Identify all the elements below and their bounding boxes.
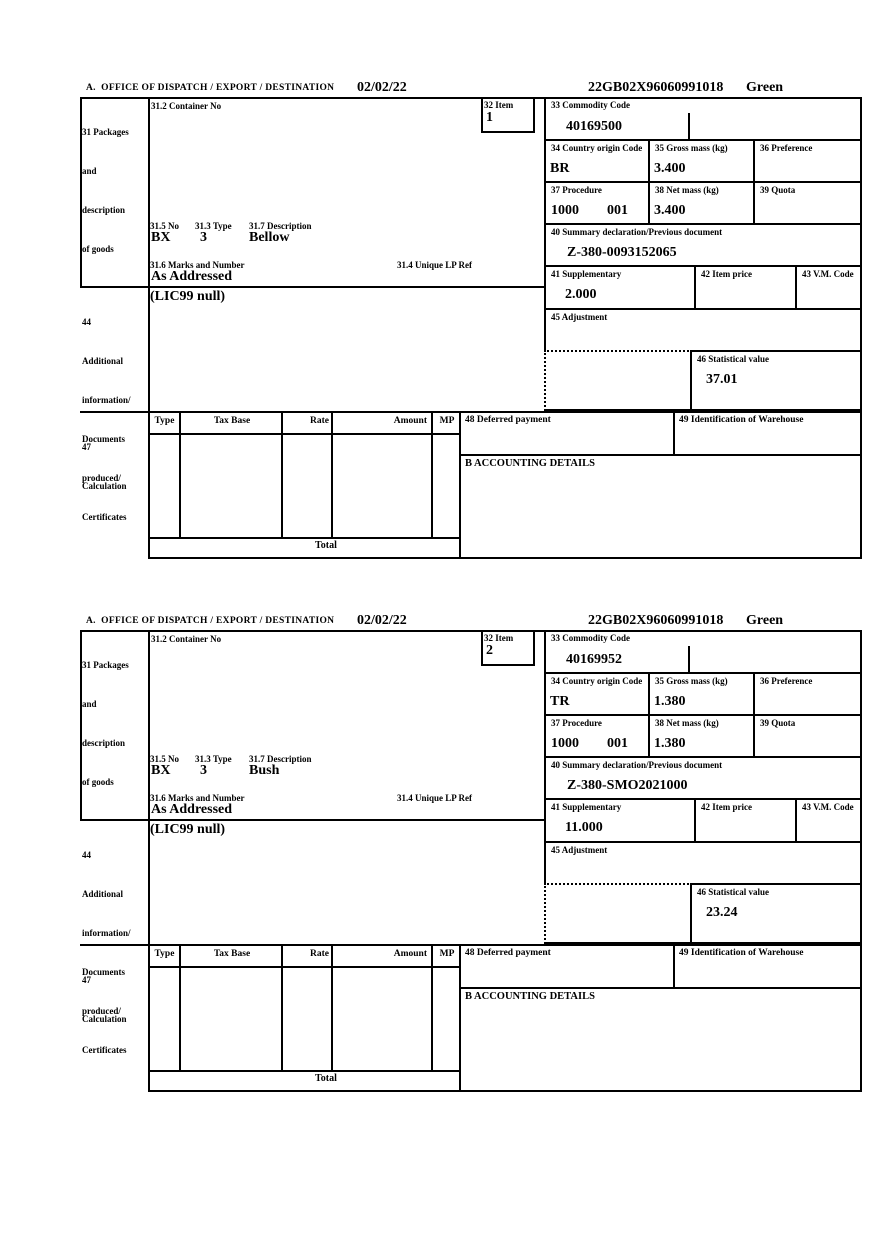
dispatch-date: 02/02/22 [357,80,407,95]
border-line [431,411,433,539]
border-line [690,350,862,352]
statistical-value: 23.24 [706,905,738,920]
gross-mass-label: 35 Gross mass (kg) [655,143,728,153]
packages-description-label: 31 Packages and description of goods [82,660,129,787]
border-line [544,672,862,674]
unique-lp-ref-label: 31.4 Unique LP Ref [397,793,473,803]
border-line [795,265,797,310]
container-no-label: 31.2 Container No [151,101,222,111]
column-header-tax-base: Tax Base [213,416,251,426]
column-header-amount: Amount [393,416,427,426]
vm-code-label: 43 V.M. Code [802,269,854,279]
preference-label: 36 Preference [760,143,813,153]
quota-label: 39 Quota [760,718,796,728]
border-line [431,944,433,1072]
column-header-type: Type [154,949,175,959]
border-line [481,131,535,133]
column-header-rate: Rate [310,949,329,959]
border-line [80,286,546,288]
adjustment-label: 45 Adjustment [551,845,608,855]
package-description-value: Bush [249,763,280,778]
border-line [80,819,546,821]
routing-indicator: Green [746,80,784,95]
dotted-border-line [544,883,546,944]
border-line [148,1070,461,1072]
procedure-value: 1000 [551,203,579,218]
procedure-value: 1000 [551,736,579,751]
gross-mass-value: 3.400 [654,161,686,176]
country-origin-label: 34 Country origin Code [551,143,643,153]
summary-declaration-label: 40 Summary declaration/Previous document [551,760,723,770]
vm-code-label: 43 V.M. Code [802,802,854,812]
summary-declaration-value: Z-380-0093152065 [567,245,677,260]
border-line [860,630,862,1092]
additional-information-label: 44 Additional information/ Documents produced/ Certificates [82,317,131,522]
border-line [690,350,692,411]
border-line [331,411,333,539]
procedure-label: 37 Procedure [551,718,602,728]
border-line [148,97,150,559]
warehouse-identification-label: 49 Identification of Warehouse [679,948,804,958]
border-line [544,714,862,716]
declaration-item-section [80,613,862,1093]
preference-label: 36 Preference [760,676,813,686]
column-header-tax-base: Tax Base [213,949,251,959]
quota-label: 39 Quota [760,185,796,195]
border-line [281,411,283,539]
item-price-label: 42 Item price [701,802,752,812]
net-mass-label: 38 Net mass (kg) [655,185,719,195]
border-line [544,756,862,758]
package-no-value: BX [151,763,171,778]
dotted-border-line [544,350,692,352]
accounting-details-label: B ACCOUNTING DETAILS [465,991,595,1002]
border-line [148,966,461,968]
supplementary-label: 41 Supplementary [551,802,622,812]
statistical-value-label: 46 Statistical value [697,354,769,364]
declaration-item-section [80,80,862,560]
column-header-amount: Amount [393,949,427,959]
border-line [148,433,461,435]
routing-indicator: Green [746,613,784,628]
commodity-code-value: 40169500 [566,119,622,134]
container-no-label: 31.2 Container No [151,634,222,644]
procedure-additional-value: 001 [607,736,628,751]
commodity-code-label: 33 Commodity Code [551,633,630,643]
additional-information-value: (LIC99 null) [150,822,226,837]
commodity-code-label: 33 Commodity Code [551,100,630,110]
package-type-label: 31.3 Type [195,221,232,231]
border-line [481,664,535,666]
procedure-label: 37 Procedure [551,185,602,195]
marks-and-number-value: As Addressed [151,269,233,284]
summary-declaration-label: 40 Summary declaration/Previous document [551,227,723,237]
column-header-rate: Rate [310,416,329,426]
border-line [331,944,333,1072]
border-line [795,798,797,843]
total-label: Total [315,540,337,551]
border-line [80,630,862,632]
commodity-code-divider [688,113,690,141]
packages-description-label: 31 Packages and description of goods [82,127,129,254]
border-line [179,944,181,1072]
package-no-label: 31.5 No [150,221,179,231]
border-line [481,630,483,666]
border-line [179,411,181,539]
border-line [690,883,862,885]
net-mass-value: 1.380 [654,736,686,751]
net-mass-label: 38 Net mass (kg) [655,718,719,728]
gross-mass-value: 1.380 [654,694,686,709]
border-line [544,841,862,843]
commodity-code-value: 40169952 [566,652,622,667]
border-line [481,97,483,133]
net-mass-value: 3.400 [654,203,686,218]
country-origin-label: 34 Country origin Code [551,676,643,686]
statistical-value-label: 46 Statistical value [697,887,769,897]
total-label: Total [315,1073,337,1084]
marks-and-number-value: As Addressed [151,802,233,817]
commodity-code-divider [688,646,690,674]
border-line [148,537,461,539]
border-line [544,181,862,183]
border-line [459,454,862,456]
additional-information-label: 44 Additional information/ Documents produced/ Certificates [82,850,131,1055]
border-line [690,883,692,944]
calculation-label: 47 Calculation [82,975,127,1024]
procedure-additional-value: 001 [607,203,628,218]
item-label: 32 Item [484,633,514,643]
office-of-dispatch-label: A. OFFICE OF DISPATCH / EXPORT / DESTINATION [86,616,335,626]
country-origin-value: BR [550,161,570,176]
supplementary-label: 41 Supplementary [551,269,622,279]
package-description-label: 31.7 Description [249,754,312,764]
package-description-label: 31.7 Description [249,221,312,231]
additional-information-value: (LIC99 null) [150,289,226,304]
country-origin-value: TR [550,694,570,709]
package-no-value: BX [151,230,171,245]
marks-and-number-label: 31.6 Marks and Number [150,793,245,803]
supplementary-value: 11.000 [565,820,603,835]
border-line [544,308,862,310]
item-price-label: 42 Item price [701,269,752,279]
dotted-border-line [544,883,692,885]
movement-reference-number: 22GB02X96060991018 [588,80,724,95]
column-header-mp: MP [439,949,455,959]
item-number-value: 2 [486,643,493,658]
border-line [533,630,535,666]
column-header-mp: MP [439,416,455,426]
item-label: 32 Item [484,100,514,110]
dotted-border-line [544,350,546,411]
unique-lp-ref-label: 31.4 Unique LP Ref [397,260,473,270]
adjustment-label: 45 Adjustment [551,312,608,322]
accounting-details-label: B ACCOUNTING DETAILS [465,458,595,469]
border-line [694,798,696,843]
border-line [544,798,862,800]
deferred-payment-label: 48 Deferred payment [465,948,551,958]
movement-reference-number: 22GB02X96060991018 [588,613,724,628]
border-line [533,97,535,133]
marks-and-number-label: 31.6 Marks and Number [150,260,245,270]
border-line [281,944,283,1072]
office-of-dispatch-label: A. OFFICE OF DISPATCH / EXPORT / DESTINATION [86,83,335,93]
deferred-payment-label: 48 Deferred payment [465,415,551,425]
border-line [544,139,862,141]
package-type-label: 31.3 Type [195,754,232,764]
dispatch-date: 02/02/22 [357,613,407,628]
package-type-value: 3 [200,230,207,245]
package-no-label: 31.5 No [150,754,179,764]
statistical-value: 37.01 [706,372,738,387]
summary-declaration-value: Z-380-SMO2021000 [567,778,688,793]
package-description-value: Bellow [249,230,290,245]
calculation-label: 47 Calculation [82,442,127,491]
supplementary-value: 2.000 [565,287,597,302]
border-line [80,411,862,413]
border-line [673,411,675,456]
border-line [80,944,862,946]
border-line [544,265,862,267]
gross-mass-label: 35 Gross mass (kg) [655,676,728,686]
border-line [459,987,862,989]
border-line [673,944,675,989]
border-line [148,557,862,559]
border-line [544,223,862,225]
warehouse-identification-label: 49 Identification of Warehouse [679,415,804,425]
item-number-value: 1 [486,110,493,125]
border-line [148,630,150,1092]
border-line [148,1090,862,1092]
package-type-value: 3 [200,763,207,778]
border-line [694,265,696,310]
column-header-type: Type [154,416,175,426]
border-line [860,97,862,559]
border-line [80,97,862,99]
